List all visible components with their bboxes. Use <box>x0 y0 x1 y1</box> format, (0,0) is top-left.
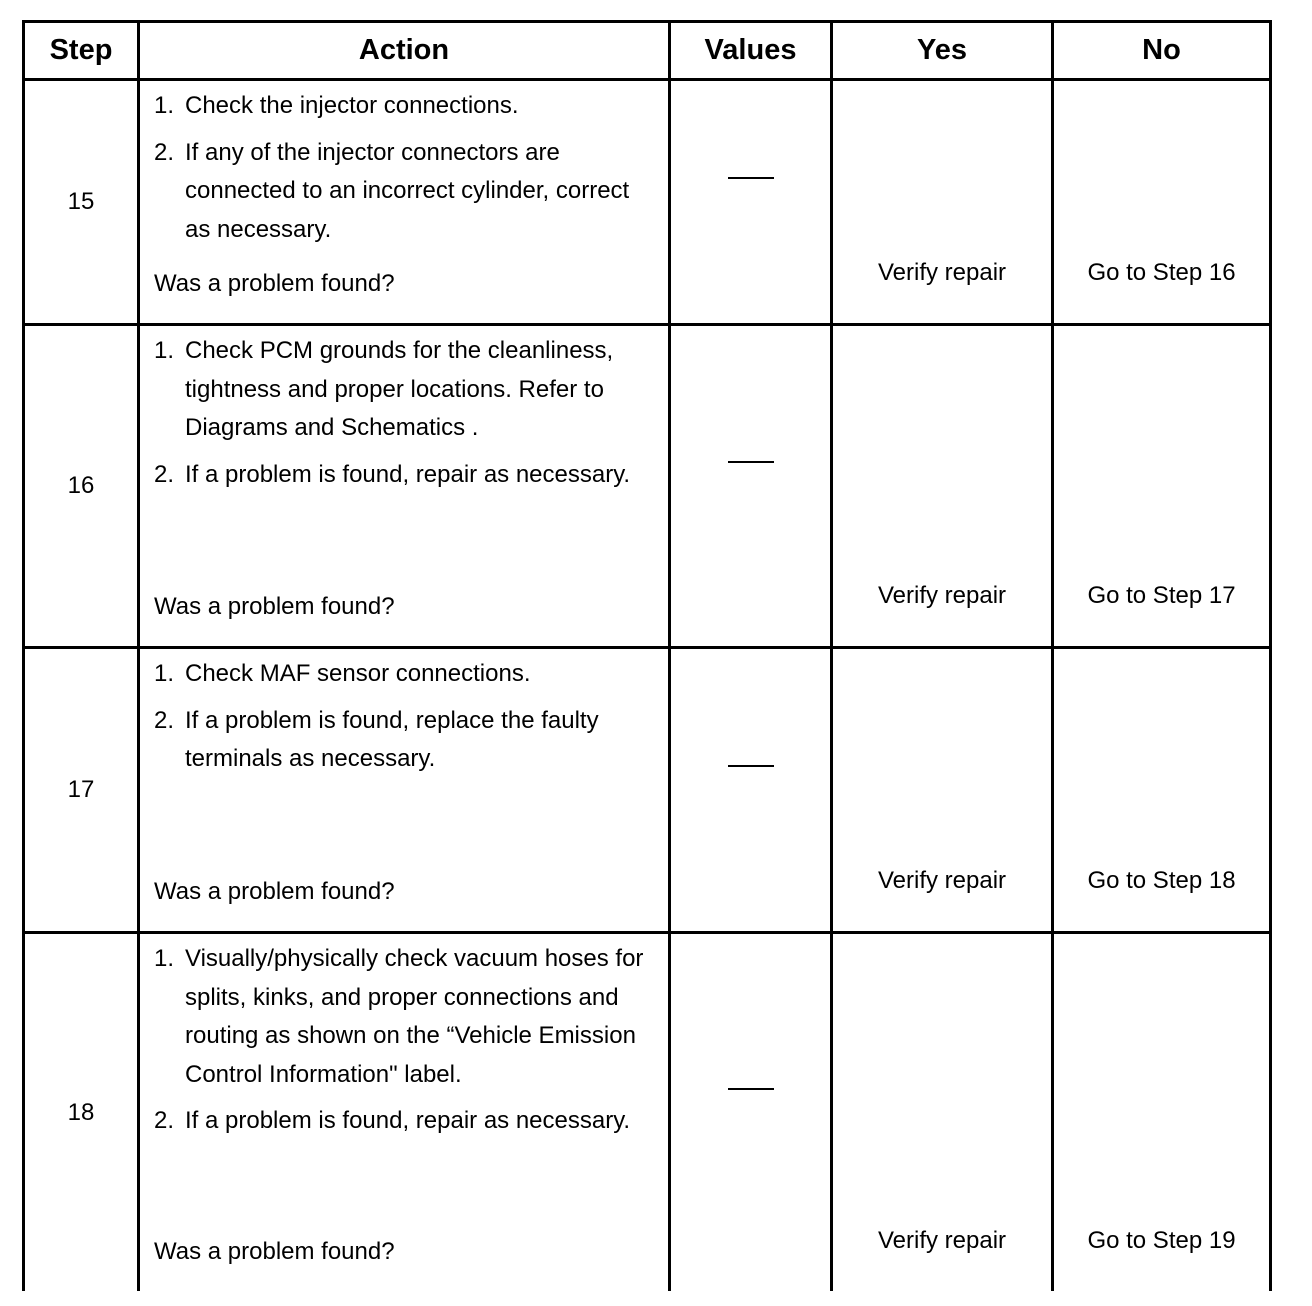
item-number: 1. <box>154 337 175 364</box>
values-cell <box>668 934 830 1291</box>
table-row <box>22 649 1272 934</box>
action-item <box>154 702 656 779</box>
dash <box>728 765 774 767</box>
table-header <box>22 20 1272 81</box>
header-action: Action <box>137 23 668 78</box>
no-result: Go to Step 17 <box>1051 326 1272 646</box>
action-item <box>154 456 656 495</box>
action-item <box>154 87 656 126</box>
question: Was a problem found? <box>154 877 395 905</box>
no-result: Go to Step 18 <box>1051 649 1272 931</box>
header-values: Values <box>668 23 830 78</box>
action-cell <box>137 326 668 646</box>
header-step: Step <box>22 23 137 78</box>
item-text: If any of the injector connectors are connected to an incorrect cylinder, correct as necessary. <box>185 138 630 243</box>
action-item <box>154 1102 656 1141</box>
item-text: Check the injector connections. <box>185 92 519 119</box>
values-cell <box>668 81 830 323</box>
question: Was a problem found? <box>154 1237 395 1265</box>
table-row <box>22 81 1272 326</box>
diagnostic-table <box>22 20 1272 1291</box>
yes-result: Verify repair <box>830 934 1051 1291</box>
values-cell <box>668 649 830 931</box>
item-number: 2. <box>154 138 175 166</box>
no-result: Go to Step 16 <box>1051 81 1272 323</box>
question: Was a problem found? <box>154 269 395 297</box>
action-cell <box>137 649 668 931</box>
item-text: If a problem is found, repair as necessary. <box>185 460 631 488</box>
action-item <box>154 134 656 250</box>
table-row <box>22 934 1272 1291</box>
header-yes: Yes <box>830 23 1051 78</box>
dash <box>728 177 774 179</box>
action-item <box>154 332 656 448</box>
item-text: Check PCM grounds for the cleanliness, tightness and proper locations. Refer to Diagrams and Schematics . <box>185 337 614 441</box>
step-number: 16 <box>22 326 137 646</box>
values-cell <box>668 326 830 646</box>
no-result: Go to Step 19 <box>1051 934 1272 1291</box>
item-number: 2. <box>154 1107 175 1134</box>
item-text: If a problem is found, replace the faulty terminals as necessary. <box>185 706 599 772</box>
yes-result: Verify repair <box>830 81 1051 323</box>
action-item <box>154 655 656 694</box>
item-number: 1. <box>154 92 175 119</box>
step-number: 18 <box>22 934 137 1291</box>
item-number: 2. <box>154 460 175 488</box>
header-no: No <box>1051 23 1272 78</box>
item-text: Visually/physically check vacuum hoses for splits, kinks, and proper connections and routing as shown on the “Vehicle Emission Control Information" label. <box>185 945 644 1088</box>
item-number: 1. <box>154 660 175 687</box>
action-cell <box>137 81 668 323</box>
item-number: 2. <box>154 706 175 734</box>
dash <box>728 1088 774 1090</box>
yes-result: Verify repair <box>830 649 1051 931</box>
step-number: 15 <box>22 81 137 323</box>
dash <box>728 461 774 463</box>
item-text: Check MAF sensor connections. <box>185 660 531 687</box>
action-cell <box>137 934 668 1291</box>
item-number: 1. <box>154 945 175 972</box>
yes-result: Verify repair <box>830 326 1051 646</box>
step-number: 17 <box>22 649 137 931</box>
item-text: If a problem is found, repair as necessary. <box>185 1107 631 1134</box>
question: Was a problem found? <box>154 592 395 620</box>
action-item <box>154 940 656 1094</box>
table-row <box>22 326 1272 649</box>
